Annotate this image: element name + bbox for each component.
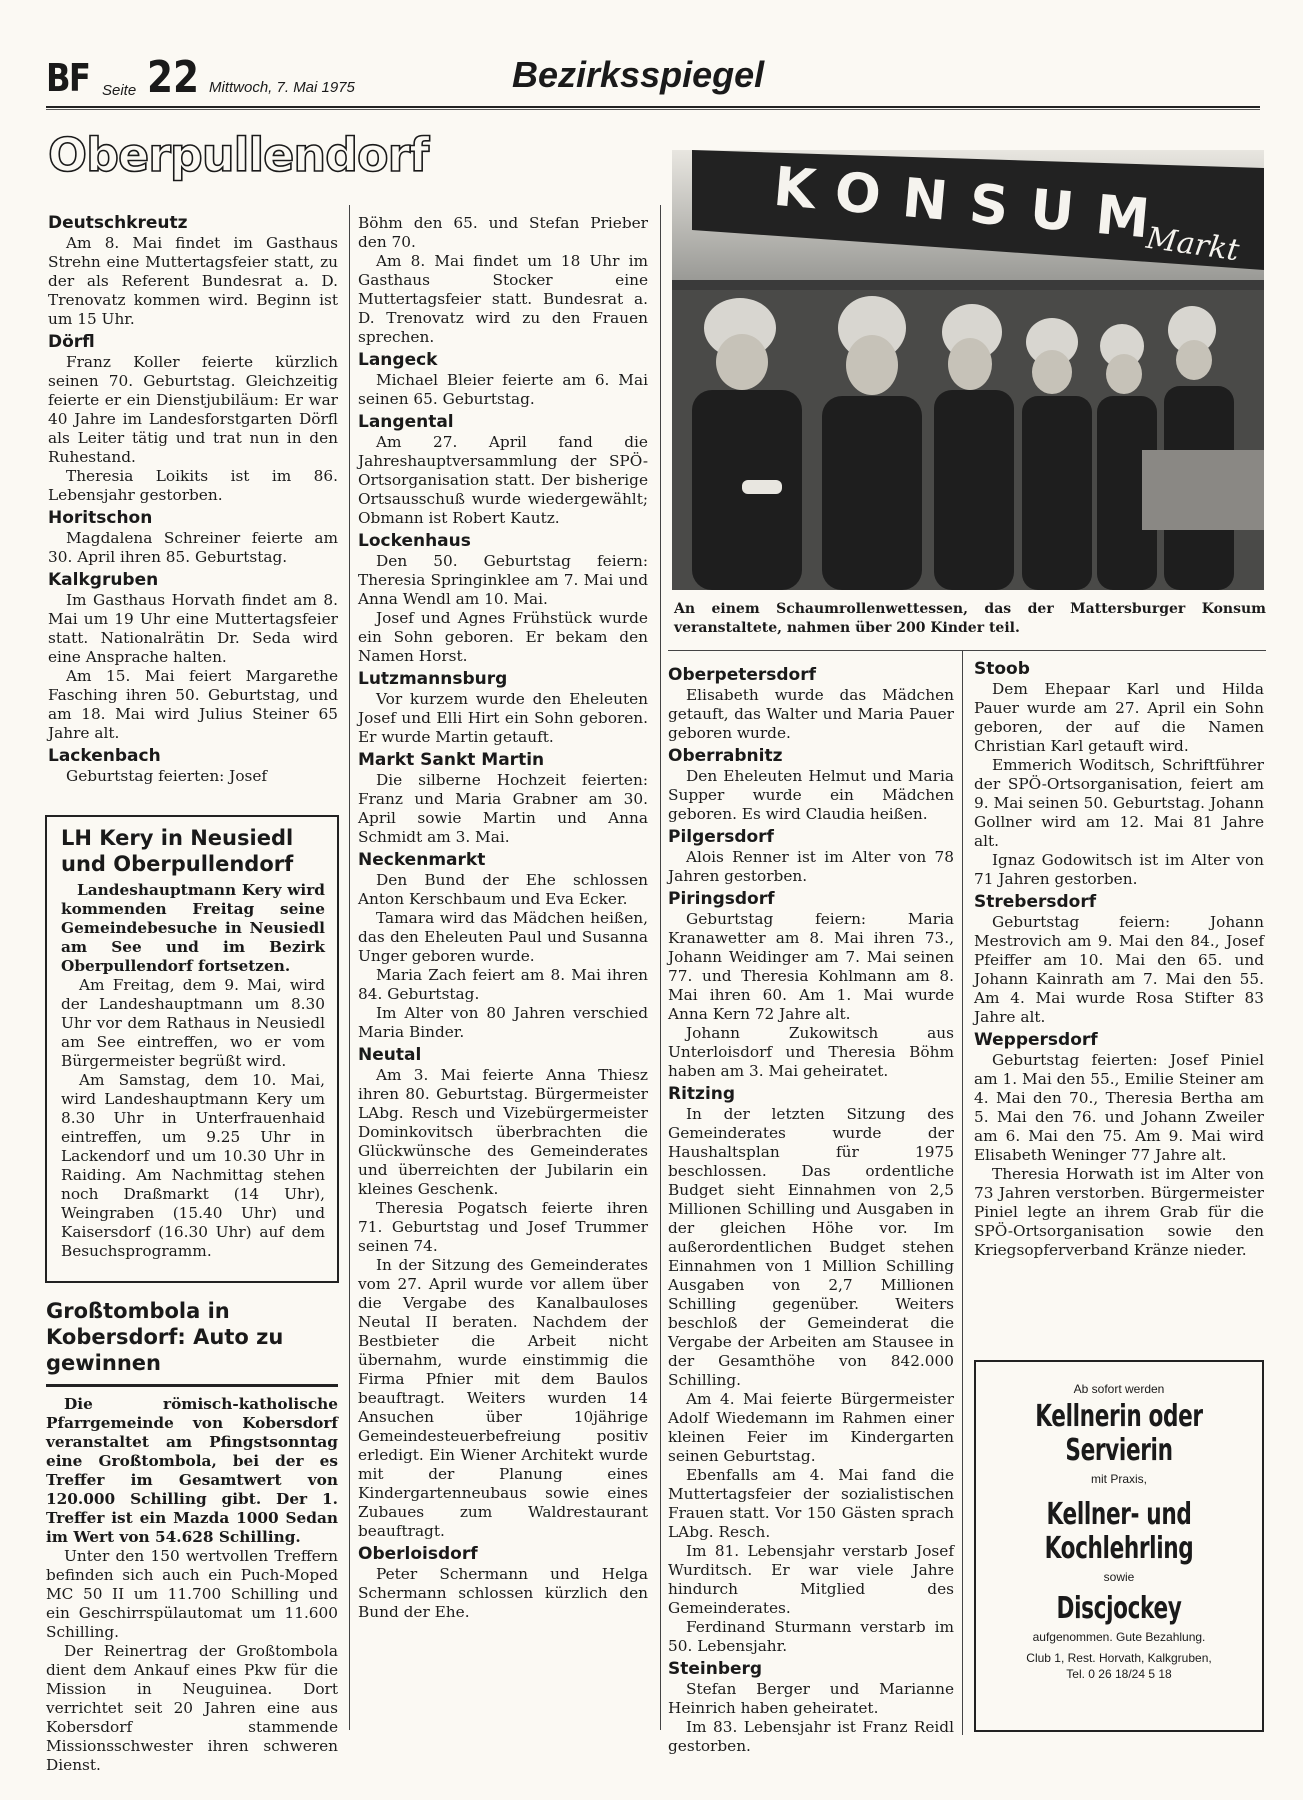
masthead	[46, 52, 1260, 110]
locality-heading: Stoob	[974, 659, 1030, 679]
news-paragraph: Alois Renner ist im Alter von 78 Jahren gestorben.	[668, 848, 954, 885]
news-paragraph: Tamara wird das Mädchen heißen, das den Eheleuten Paul und Susanna Unger geboren wurde.	[358, 909, 648, 965]
news-paragraph: In der letzten Sitzung des Gemeinderates wurde der Haushaltsplan für 1975 beschlossen. Das ordentliche Budget sieht Einnahmen von 2,5 Millionen Schilling und Ausgaben in der gleichen Höhe vor. Im außerordentlichen Budget stehen Einnahmen von 1 Million Schilling Ausgaben von 2,7 Millionen Schilling gegenüber. Weiters beschloß der Gemeinderat die Vergabe der Arbeiten am Stausee in der Gesamthöhe von 842.000 Schilling.	[668, 1105, 954, 1389]
news-paragraph: Josef und Agnes Frühstück wurde ein Sohn geboren. Er bekam den Namen Horst.	[358, 609, 648, 665]
news-paragraph: Vor kurzem wurde den Eheleuten Josef und Elli Hirt ein Sohn geboren. Er wurde Martin getauft.	[358, 690, 648, 746]
news-paragraph: Maria Zach feiert am 8. Mai ihren 84. Geburtstag.	[358, 966, 648, 1003]
news-paragraph: Johann Zukowitsch aus Unterloisdorf und Theresia Böhm haben am 3. Mai geheiratet.	[668, 1024, 954, 1080]
header-rule	[46, 106, 1260, 108]
markt-sign: Markt	[1144, 220, 1242, 269]
news-paragraph: Am 15. Mai feiert Margarethe Fasching ihren 50. Geburtstag, und am 18. Mai wird Julius Steiner 65 Jahre alt.	[48, 667, 338, 742]
kery-para: Am Samstag, dem 10. Mai, wird Landeshauptmann Kery um 8.30 Uhr in Unterfrauenhaid eintreffen, um 9.25 Uhr in Lackendorf und um 10.30 Uhr in Raiding. Am Nachmittag stehen noch Draßmarkt (14 Uhr), Weingraben (15.40 Uhr) und Kaisersdorf (16.30 Uhr) auf dem Besuchsprogramm.	[61, 1071, 325, 1260]
news-paragraph: Ferdinand Sturmann verstarb im 50. Lebensjahr.	[668, 1618, 954, 1655]
tombola-story	[46, 1298, 338, 1775]
news-paragraph: Theresia Pogatsch feierte ihren 71. Geburtstag und Josef Trummer seinen 74.	[358, 1199, 648, 1255]
news-paragraph: Den 50. Geburtstag feiern: Theresia Springinklee am 7. Mai und Anna Wendl am 10. Mai.	[358, 552, 648, 608]
locality-heading: Lockenhaus	[358, 531, 471, 551]
locality-heading: Langental	[358, 412, 454, 432]
section-title: Bezirksspiegel	[512, 54, 765, 95]
news-paragraph: Im 83. Lebensjahr ist Franz Reidl gestorben.	[668, 1718, 954, 1755]
news-paragraph: Magdalena Schreiner feierte am 30. April ihren 85. Geburtstag.	[48, 529, 338, 566]
ad-job-1: Kellnerin oder	[1035, 1399, 1203, 1434]
ad-terms: aufgenommen. Gute Bezahlung.	[1032, 1630, 1206, 1644]
page-label: Seite	[102, 82, 137, 99]
news-paragraph: Geburtstag feierten: Josef	[66, 767, 268, 785]
newspaper-logo: BF	[46, 56, 90, 100]
news-paragraph: Die silberne Hochzeit feierten: Franz und Maria Grabner am 30. April sowie Martin und Anna Schmidt am 3. Mai.	[358, 771, 648, 846]
news-paragraph: Böhm den 65. und Stefan Prieber den 70.	[358, 214, 648, 251]
column-divider	[349, 205, 350, 1730]
news-paragraph: Geburtstag feierten: Josef Piniel am 1. Mai den 55., Emilie Steiner am 4. Mai den 70., Theresia Bertha am 5. Mai den 76. und Johann Zweiler am 6. Mai den 75. Am 9. Mai wird Elisabeth Weninger 77 Jahre alt.	[974, 1051, 1264, 1164]
ad-job-3: Discjockey	[1056, 1591, 1182, 1626]
locality-heading: Horitschon	[48, 508, 153, 528]
headline-rule	[46, 1384, 338, 1387]
news-paragraph: Dem Ehepaar Karl und Hilda Pauer wurde am 27. April ein Sohn geboren, der auf die Namen Christian Karl getauft wird.	[974, 680, 1264, 755]
locality-heading: Lackenbach	[48, 746, 161, 766]
locality-heading: Oberpetersdorf	[668, 665, 817, 685]
news-column-2	[358, 214, 648, 1622]
page-number: 22	[147, 52, 200, 103]
konsum-sign: KONSUM	[771, 154, 1175, 253]
locality-heading: Oberloisdorf	[358, 1544, 478, 1564]
locality-heading: Langeck	[358, 350, 438, 370]
section-divider	[668, 650, 1266, 651]
konsum-photo	[672, 150, 1264, 590]
news-paragraph: Den Bund der Ehe schlossen Anton Kerschbaum und Eva Ecker.	[358, 871, 648, 908]
locality-heading: Piringsdorf	[668, 889, 775, 909]
tombola-lead: Die römisch-katholische Pfarrgemeinde von Kobersdorf veranstaltet am Pfingstsonntag eine Großtombola, bei der es Treffer im Gesamtwert von 120.000 Schilling gibt. Der 1. Treffer ist ein Mazda 1000 Sedan im Wert von 54.628 Schilling.	[46, 1395, 338, 1546]
kery-headline: LH Kery in Neusiedl und Oberpullendorf	[61, 826, 294, 876]
news-paragraph: Theresia Horwath ist im Alter von 73 Jahren verstorben. Bürgermeister Piniel legte an ihrem Grab für die SPÖ-Ortsorganisation sowie den Kriegsopferverband Kränze nieder.	[974, 1165, 1264, 1259]
locality-heading: Weppersdorf	[974, 1030, 1098, 1050]
news-paragraph: Den Eheleuten Helmut und Maria Supper wurde ein Mädchen geboren. Es wird Claudia heißen.	[668, 767, 954, 823]
news-column-3	[668, 662, 954, 1756]
locality-heading: Kalkgruben	[48, 570, 159, 590]
ad-phone: Tel. 0 26 18/24 5 18	[1066, 1667, 1172, 1681]
kery-lead: Landeshauptmann Kery wird kommenden Freitag seine Gemeindebesuche in Neusiedl am See und im Bezirk Oberpullendorf fortsetzen.	[61, 881, 325, 975]
news-paragraph: Michael Bleier feierte am 6. Mai seinen 65. Geburtstag.	[358, 371, 648, 408]
column-divider	[660, 205, 661, 1730]
news-paragraph: Im Gasthaus Horvath findet am 8. Mai um 19 Uhr eine Muttertagsfeier statt. Nationalrätin Dr. Seda wird eine Ansprache halten.	[48, 591, 338, 666]
news-paragraph: Am 4. Mai feierte Bürgermeister Adolf Wiedemann im Rahmen einer kleinen Feier im Kindergarten seinen Geburtstag.	[668, 1390, 954, 1465]
locality-heading: Dörfl	[48, 332, 95, 352]
news-paragraph: Im 81. Lebensjahr verstarb Josef Wurditsch. Er war viele Jahre hindurch Mitglied des Gemeinderates.	[668, 1542, 954, 1617]
job-advertisement	[974, 1360, 1264, 1732]
district-title: Oberpullendorf	[48, 128, 429, 182]
news-paragraph: Franz Koller feierte kürzlich seinen 70. Geburtstag. Gleichzeitig feierte er ein Dienstjubiläum: Er war 40 Jahre im Landesforstgarten Dörfl als Leiter tätig und trat nun in den Ruhestand.	[48, 353, 338, 466]
news-column-4	[974, 656, 1264, 1260]
kery-visit-box	[45, 815, 339, 1283]
news-paragraph: Geburtstag feiern: Johann Mestrovich am 9. Mai den 84., Josef Pfeiffer am 10. Mai den 65. und Johann Kainrath am 7. Mai den 55. Am 4. Mai wurde Rosa Stifter 83 Jahre alt.	[974, 913, 1264, 1026]
locality-heading: Lutzmannsburg	[358, 669, 508, 689]
ad-job-2: Kellner- und	[1046, 1497, 1192, 1532]
locality-heading: Pilgersdorf	[668, 827, 774, 847]
news-paragraph: Emmerich Woditsch, Schriftführer der SPÖ-Ortsorganisation, feiert am 9. Mai seinen 50. Geburtstag. Johann Gollner wird am 12. Mai 81 Jahre alt.	[974, 756, 1264, 850]
ad-job-2b: Kochlehrling	[1044, 1531, 1194, 1566]
ad-intro: Ab sofort werden	[1073, 1382, 1165, 1396]
tombola-para: Unter den 150 wertvollen Treffern befinden sich auch ein Puch-Moped MC 50 II um 11.700 Schilling und ein Geschirrspülautomat um 11.600 Schilling.	[46, 1547, 338, 1641]
tombola-para: Der Reinertrag der Großtombola dient dem Ankauf eines Pkw für die Mission in Neuguinea. Dort verrichtet seit 20 Jahren eine aus Kobersdorf stammende Missionsschwester ihren schweren Dienst.	[46, 1642, 338, 1774]
news-paragraph: Im Alter von 80 Jahren verschied Maria Binder.	[358, 1004, 648, 1041]
header-rule-thin	[46, 109, 1260, 110]
news-paragraph: In der Sitzung des Gemeinderates vom 27. April wurde vor allem über die Vergabe des Kanalbauloses Neutal II beraten. Nachdem der Bestbieter die Arbeit nicht übernahm, wurde einstimmig die Firma Pfnier mit dem Baulos beauftragt. Weiters wurden 14 Ansuchen über 10jährige Gemeindesteuerbefreiung positiv erledigt. Ein Wiener Architekt wurde mit der Planung eines Kindergartenneubaus sowie eines Zubaues zum Waldrestaurant beauftragt.	[358, 1256, 648, 1540]
photo-illustration	[672, 150, 1264, 590]
ad-job-1b: Servierin	[1065, 1433, 1173, 1468]
news-column-1	[48, 210, 338, 786]
locality-heading: Oberrabnitz	[668, 746, 783, 766]
locality-heading: Deutschkreutz	[48, 213, 188, 233]
locality-heading: Ritzing	[668, 1084, 736, 1104]
locality-heading: Steinberg	[668, 1659, 763, 1679]
news-paragraph: Geburtstag feiern: Maria Kranawetter am 8. Mai ihren 73., Johann Weidinger am 7. Mai seinen 77. und Theresia Kohlmann am 8. Mai ihren 60. Am 1. Mai wurde Anna Kern 72 Jahre alt.	[668, 910, 954, 1023]
news-paragraph: Am 27. April fand die Jahreshauptversammlung der SPÖ-Ortsorganisation statt. Der bisherige Ortsausschuß wurde wiedergewählt; Obmann ist Robert Kautz.	[358, 433, 648, 527]
locality-heading: Neckenmarkt	[358, 850, 486, 870]
news-paragraph: Am 3. Mai feierte Anna Thiesz ihren 80. Geburtstag. Bürgermeister LAbg. Resch und Vizebürgermeister Dominkovitsch überbrachten die Glückwünsche des Gemeinderates und überreichten der Jubilarin ein kleines Geschenk.	[358, 1066, 648, 1198]
photo-caption: An einem Schaumrollenwettessen, das der Mattersburger Konsum veranstaltete, nahmen über 200 Kinder teil.	[674, 601, 1266, 636]
issue-date: Mittwoch, 7. Mai 1975	[209, 79, 355, 96]
news-paragraph: Ignaz Godowitsch ist im Alter von 71 Jahren gestorben.	[974, 851, 1264, 888]
locality-heading: Markt Sankt Martin	[358, 750, 545, 770]
kery-para: Am Freitag, dem 9. Mai, wird der Landeshauptmann um 8.30 Uhr vor dem Rathaus in Neusiedl am See eintreffen, wo er vom Bürgermeister begrüßt wird.	[61, 976, 325, 1070]
ad-address: Club 1, Rest. Horvath, Kalkgruben,	[1026, 1651, 1212, 1665]
news-paragraph: Ebenfalls am 4. Mai fand die Muttertagsfeier der sozialistischen Frauen statt. Vor 150 Gästen sprach LAbg. Resch.	[668, 1466, 954, 1541]
news-paragraph: Theresia Loikits ist im 86. Lebensjahr gestorben.	[48, 467, 338, 504]
news-paragraph: Peter Schermann und Helga Schermann schlossen kürzlich den Bund der Ehe.	[358, 1565, 648, 1621]
ad-requirement: mit Praxis,	[1090, 1472, 1147, 1486]
locality-heading: Strebersdorf	[974, 892, 1097, 912]
tombola-headline: Großtombola in Kobersdorf: Auto zu gewinnen	[46, 1299, 284, 1375]
column-divider	[962, 650, 963, 1735]
news-paragraph: Am 8. Mai findet im Gasthaus Strehn eine Muttertagsfeier statt, zu der als Referent Bundesrat a. D. Trenovatz kommen wird. Beginn ist um 15 Uhr.	[48, 234, 338, 328]
news-paragraph: Am 8. Mai findet um 18 Uhr im Gasthaus Stocker eine Muttertagsfeier statt. Bundesrat a. D. Trenovatz wird zu den Frauen sprechen.	[358, 252, 648, 346]
news-paragraph: Stefan Berger und Marianne Heinrich haben geheiratet.	[668, 1680, 954, 1717]
locality-heading: Neutal	[358, 1045, 422, 1065]
ad-conjunction: sowie	[1103, 1570, 1135, 1584]
news-paragraph: Elisabeth wurde das Mädchen getauft, das Walter und Maria Pauer geboren wurde.	[668, 686, 954, 742]
